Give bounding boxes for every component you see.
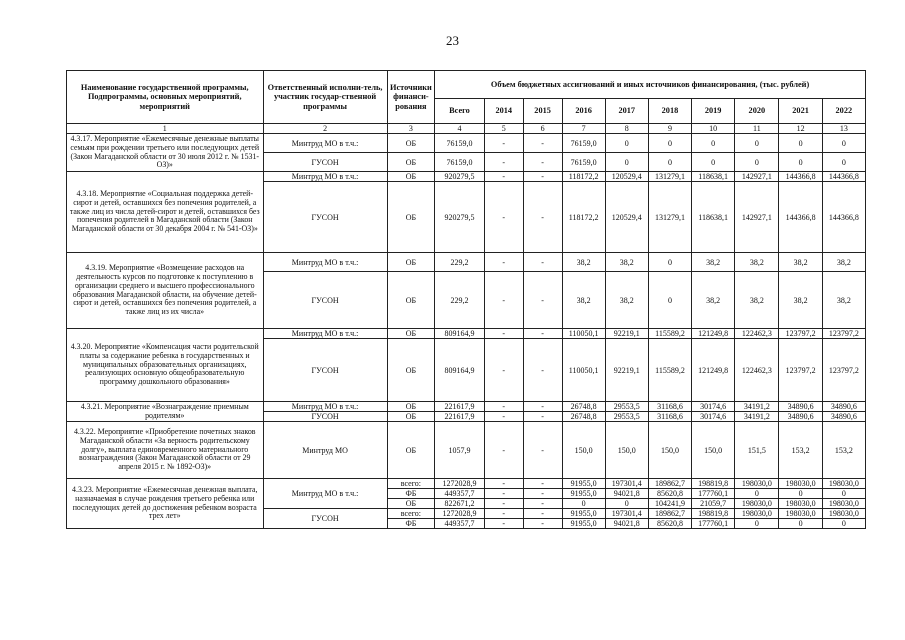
value-cell: 104241,9 [648, 499, 691, 509]
column-number: 3 [387, 124, 435, 134]
source-cell: ОБ [387, 499, 435, 509]
source-cell: ОБ [387, 412, 435, 422]
value-cell: 121249,8 [692, 329, 735, 339]
value-cell: 91955,0 [562, 519, 605, 529]
value-cell: 0 [735, 489, 779, 499]
value-cell: 0 [692, 153, 735, 172]
value-cell: 198030,0 [822, 499, 865, 509]
value-cell: 144366,8 [779, 182, 822, 253]
executor-cell: ГУСОН [263, 339, 387, 402]
value-cell: - [484, 509, 523, 519]
value-cell: 34890,6 [779, 412, 822, 422]
value-cell: 91955,0 [562, 509, 605, 519]
column-number: 6 [523, 124, 562, 134]
value-cell: 34890,6 [779, 402, 822, 412]
executor-cell: Минтруд МО в т.ч.: [263, 134, 387, 153]
source-cell: ОБ [387, 272, 435, 329]
value-cell: 118172,2 [562, 182, 605, 253]
value-cell: 221617,9 [435, 402, 485, 412]
budget-table [66, 70, 866, 529]
header-year: 2016 [562, 99, 605, 124]
column-number: 12 [779, 124, 822, 134]
value-cell: - [484, 479, 523, 489]
table-row [67, 253, 866, 272]
activity-name: 4.3.21. Мероприятие «Вознаграждение приемным родителям» [67, 402, 264, 422]
value-cell: 150,0 [692, 422, 735, 479]
column-number: 7 [562, 124, 605, 134]
value-cell: 123797,2 [822, 329, 865, 339]
value-cell: 120529,4 [605, 172, 648, 182]
source-cell: ОБ [387, 134, 435, 153]
executor-cell: ГУСОН [263, 272, 387, 329]
source-cell: всего: [387, 479, 435, 489]
value-cell: - [523, 172, 562, 182]
header-year: 2020 [735, 99, 779, 124]
header-year: 2022 [822, 99, 865, 124]
value-cell: 189862,7 [648, 479, 691, 489]
value-cell: 150,0 [562, 422, 605, 479]
value-cell: 21059,7 [692, 499, 735, 509]
value-cell: 0 [648, 153, 691, 172]
value-cell: - [484, 272, 523, 329]
value-cell: 150,0 [605, 422, 648, 479]
column-number: 13 [822, 124, 865, 134]
value-cell: - [484, 339, 523, 402]
value-cell: 449357,7 [435, 489, 485, 499]
executor-cell: ГУСОН [263, 182, 387, 253]
value-cell: - [523, 499, 562, 509]
value-cell: 0 [735, 519, 779, 529]
value-cell: 38,2 [562, 272, 605, 329]
value-cell: 0 [779, 519, 822, 529]
value-cell: - [484, 329, 523, 339]
value-cell: 144366,8 [822, 182, 865, 253]
value-cell: - [523, 253, 562, 272]
value-cell: 920279,5 [435, 182, 485, 253]
value-cell: 131279,1 [648, 172, 691, 182]
value-cell: 0 [605, 153, 648, 172]
value-cell: - [484, 153, 523, 172]
value-cell: - [523, 519, 562, 529]
activity-name: 4.3.23. Мероприятие «Ежемесячная денежная выплата, назначаемая в случае рождения третьего ребенка или последующих детей до достижения ребенком возраста трех лет» [67, 479, 264, 529]
value-cell: 115589,2 [648, 329, 691, 339]
value-cell: - [484, 499, 523, 509]
value-cell: - [484, 519, 523, 529]
value-cell: 38,2 [605, 253, 648, 272]
value-cell: 30174,6 [692, 402, 735, 412]
value-cell: - [484, 412, 523, 422]
value-cell: 150,0 [648, 422, 691, 479]
value-cell: 0 [822, 134, 865, 153]
value-cell: 34191,2 [735, 412, 779, 422]
value-cell: - [523, 182, 562, 253]
header-year: 2019 [692, 99, 735, 124]
value-cell: 0 [648, 272, 691, 329]
value-cell: 198030,0 [779, 509, 822, 519]
header-total: Всего [435, 99, 485, 124]
value-cell: 76159,0 [562, 134, 605, 153]
value-cell: 76159,0 [435, 134, 485, 153]
value-cell: 92219,1 [605, 339, 648, 402]
table-row [67, 134, 866, 153]
value-cell: 197301,4 [605, 509, 648, 519]
header-year: 2014 [484, 99, 523, 124]
value-cell: 121249,8 [692, 339, 735, 402]
value-cell: 920279,5 [435, 172, 485, 182]
page-number: 23 [446, 33, 459, 48]
source-cell: ОБ [387, 339, 435, 402]
value-cell: 131279,1 [648, 182, 691, 253]
value-cell: - [484, 422, 523, 479]
source-cell: ФБ [387, 489, 435, 499]
value-cell: 110050,1 [562, 329, 605, 339]
value-cell: 197301,4 [605, 479, 648, 489]
value-cell: 31168,6 [648, 412, 691, 422]
table-row [67, 329, 866, 339]
value-cell: 26748,8 [562, 402, 605, 412]
value-cell: 38,2 [692, 272, 735, 329]
value-cell: 153,2 [779, 422, 822, 479]
column-number: 10 [692, 124, 735, 134]
table-row [67, 172, 866, 182]
source-cell: ФБ [387, 519, 435, 529]
value-cell: 142927,1 [735, 172, 779, 182]
value-cell: 153,2 [822, 422, 865, 479]
value-cell: 0 [822, 489, 865, 499]
value-cell: 142927,1 [735, 182, 779, 253]
activity-name: 4.3.18. Мероприятие «Социальная поддержка детей-сирот и детей, оставшихся без попечения родителей, а также лиц из числа детей-сирот и детей, оставшихся без попечения родителей в Магаданской области (Закон Магаданской области от 30 декабря 2004 г. № 541-ОЗ)» [67, 172, 264, 253]
activity-name: 4.3.22. Мероприятие «Приобретение почетных знаков Магаданской области «За верность родительскому долгу», выплата единовременного материального вознаграждения (Закон Магаданской области от 29 апреля 2015 г. № 1892-ОЗ)» [67, 422, 264, 479]
source-cell: всего: [387, 509, 435, 519]
value-cell: - [484, 489, 523, 499]
value-cell: 26748,8 [562, 412, 605, 422]
table-row [67, 402, 866, 412]
value-cell: 198030,0 [822, 509, 865, 519]
value-cell: 122462,3 [735, 329, 779, 339]
value-cell: 38,2 [692, 253, 735, 272]
value-cell: 122462,3 [735, 339, 779, 402]
executor-cell: Минтруд МО в т.ч.: [263, 172, 387, 182]
value-cell: 0 [605, 134, 648, 153]
value-cell: 0 [822, 519, 865, 529]
value-cell: - [523, 339, 562, 402]
value-cell: 34890,6 [822, 402, 865, 412]
value-cell: - [523, 402, 562, 412]
value-cell: 29553,5 [605, 412, 648, 422]
value-cell: - [523, 412, 562, 422]
executor-cell: Минтруд МО в т.ч.: [263, 329, 387, 339]
value-cell: 110050,1 [562, 339, 605, 402]
table-row [67, 422, 866, 479]
value-cell: 198030,0 [779, 499, 822, 509]
value-cell: 38,2 [735, 272, 779, 329]
value-cell: 0 [779, 153, 822, 172]
value-cell: 449357,7 [435, 519, 485, 529]
value-cell: 38,2 [605, 272, 648, 329]
header-source: Источники финанси-рования [387, 71, 435, 124]
value-cell: 151,5 [735, 422, 779, 479]
value-cell: 822671,2 [435, 499, 485, 509]
executor-cell: ГУСОН [263, 509, 387, 529]
executor-cell: Минтруд МО в т.ч.: [263, 253, 387, 272]
value-cell: 91955,0 [562, 479, 605, 489]
column-number: 8 [605, 124, 648, 134]
column-number: 1 [67, 124, 264, 134]
value-cell: 38,2 [779, 272, 822, 329]
value-cell: 85620,8 [648, 519, 691, 529]
value-cell: 38,2 [735, 253, 779, 272]
value-cell: 1272028,9 [435, 509, 485, 519]
value-cell: 91955,0 [562, 489, 605, 499]
value-cell: 123797,2 [779, 329, 822, 339]
value-cell: 85620,8 [648, 489, 691, 499]
value-cell: 38,2 [822, 272, 865, 329]
column-number: 2 [263, 124, 387, 134]
value-cell: 198819,8 [692, 509, 735, 519]
value-cell: 198030,0 [735, 499, 779, 509]
activity-name: 4.3.20. Мероприятие «Компенсация части родительской платы за содержание ребенка в государственных и муниципальных образовательных организациях, реализующих основную общеобразовательную программу дошкольного образования» [67, 329, 264, 402]
value-cell: 221617,9 [435, 412, 485, 422]
value-cell: 76159,0 [562, 153, 605, 172]
value-cell: 0 [735, 134, 779, 153]
activity-name: 4.3.17. Мероприятие «Ежемесячные денежные выплаты семьям при рождении третьего или последующих детей (Закон Магаданской области от 30 июля 2012 г. № 1531-ОЗ)» [67, 134, 264, 172]
column-number: 4 [435, 124, 485, 134]
value-cell: 1057,9 [435, 422, 485, 479]
source-cell: ОБ [387, 153, 435, 172]
value-cell: 229,2 [435, 272, 485, 329]
value-cell: 38,2 [562, 253, 605, 272]
value-cell: 30174,6 [692, 412, 735, 422]
value-cell: 177760,1 [692, 489, 735, 499]
value-cell: 144366,8 [822, 172, 865, 182]
source-cell: ОБ [387, 172, 435, 182]
value-cell: 809164,9 [435, 329, 485, 339]
value-cell: - [523, 509, 562, 519]
value-cell: 0 [562, 499, 605, 509]
header-year: 2018 [648, 99, 691, 124]
source-cell: ОБ [387, 253, 435, 272]
value-cell: 0 [822, 153, 865, 172]
value-cell: 118638,1 [692, 182, 735, 253]
value-cell: - [484, 253, 523, 272]
value-cell: - [484, 134, 523, 153]
value-cell: 177760,1 [692, 519, 735, 529]
source-cell: ОБ [387, 422, 435, 479]
value-cell: 0 [648, 253, 691, 272]
activity-name: 4.3.19. Мероприятие «Возмещение расходов на деятельность курсов по подготовке к поступлению в организации среднего и высшего профессионального образования Магаданской области, на обучение детей-сирот и детей, оставшихся без попечения родителей, а также лиц из их числа» [67, 253, 264, 329]
source-cell: ОБ [387, 402, 435, 412]
value-cell: - [523, 489, 562, 499]
column-number: 9 [648, 124, 691, 134]
value-cell: - [523, 153, 562, 172]
value-cell: 1272028,9 [435, 479, 485, 489]
header-year: 2017 [605, 99, 648, 124]
value-cell: 198030,0 [735, 509, 779, 519]
value-cell: 189862,7 [648, 509, 691, 519]
value-cell: 31168,6 [648, 402, 691, 412]
value-cell: 94021,8 [605, 489, 648, 499]
source-cell: ОБ [387, 182, 435, 253]
value-cell: 0 [605, 499, 648, 509]
value-cell: 38,2 [822, 253, 865, 272]
header-volume: Объем бюджетных ассигнований и иных источников финансирования, (тыс. рублей) [435, 71, 866, 99]
value-cell: 34890,6 [822, 412, 865, 422]
column-number: 5 [484, 124, 523, 134]
value-cell: - [523, 134, 562, 153]
value-cell: 118172,2 [562, 172, 605, 182]
value-cell: 0 [692, 134, 735, 153]
header-executor: Ответственный исполни-тель, участник государ-ственной программы [263, 71, 387, 124]
value-cell: 229,2 [435, 253, 485, 272]
value-cell: 94021,8 [605, 519, 648, 529]
value-cell: 0 [779, 134, 822, 153]
value-cell: 115589,2 [648, 339, 691, 402]
value-cell: 198030,0 [735, 479, 779, 489]
header-year: 2015 [523, 99, 562, 124]
value-cell: - [523, 479, 562, 489]
executor-cell: ГУСОН [263, 412, 387, 422]
table-row [67, 479, 866, 489]
value-cell: 144366,8 [779, 172, 822, 182]
value-cell: - [523, 422, 562, 479]
value-cell: - [523, 272, 562, 329]
column-number: 11 [735, 124, 779, 134]
executor-cell: Минтруд МО в т.ч.: [263, 402, 387, 412]
header-name: Наименование государственной программы, Подпрограммы, основных мероприятий, мероприятий [67, 71, 264, 124]
value-cell: 0 [779, 489, 822, 499]
value-cell: 34191,2 [735, 402, 779, 412]
value-cell: 0 [735, 153, 779, 172]
value-cell: 198819,8 [692, 479, 735, 489]
value-cell: - [484, 182, 523, 253]
value-cell: 0 [648, 134, 691, 153]
value-cell: 118638,1 [692, 172, 735, 182]
value-cell: 92219,1 [605, 329, 648, 339]
column-numbers-row [67, 124, 866, 134]
value-cell: 123797,2 [822, 339, 865, 402]
value-cell: 809164,9 [435, 339, 485, 402]
value-cell: 120529,4 [605, 182, 648, 253]
value-cell: 198030,0 [779, 479, 822, 489]
executor-cell: Минтруд МО [263, 422, 387, 479]
value-cell: 123797,2 [779, 339, 822, 402]
value-cell: - [484, 402, 523, 412]
executor-cell: Минтруд МО в т.ч.: [263, 479, 387, 509]
value-cell: 76159,0 [435, 153, 485, 172]
header-year: 2021 [779, 99, 822, 124]
value-cell: - [484, 172, 523, 182]
value-cell: - [523, 329, 562, 339]
value-cell: 29553,5 [605, 402, 648, 412]
source-cell: ОБ [387, 329, 435, 339]
executor-cell: ГУСОН [263, 153, 387, 172]
value-cell: 38,2 [779, 253, 822, 272]
value-cell: 198030,0 [822, 479, 865, 489]
